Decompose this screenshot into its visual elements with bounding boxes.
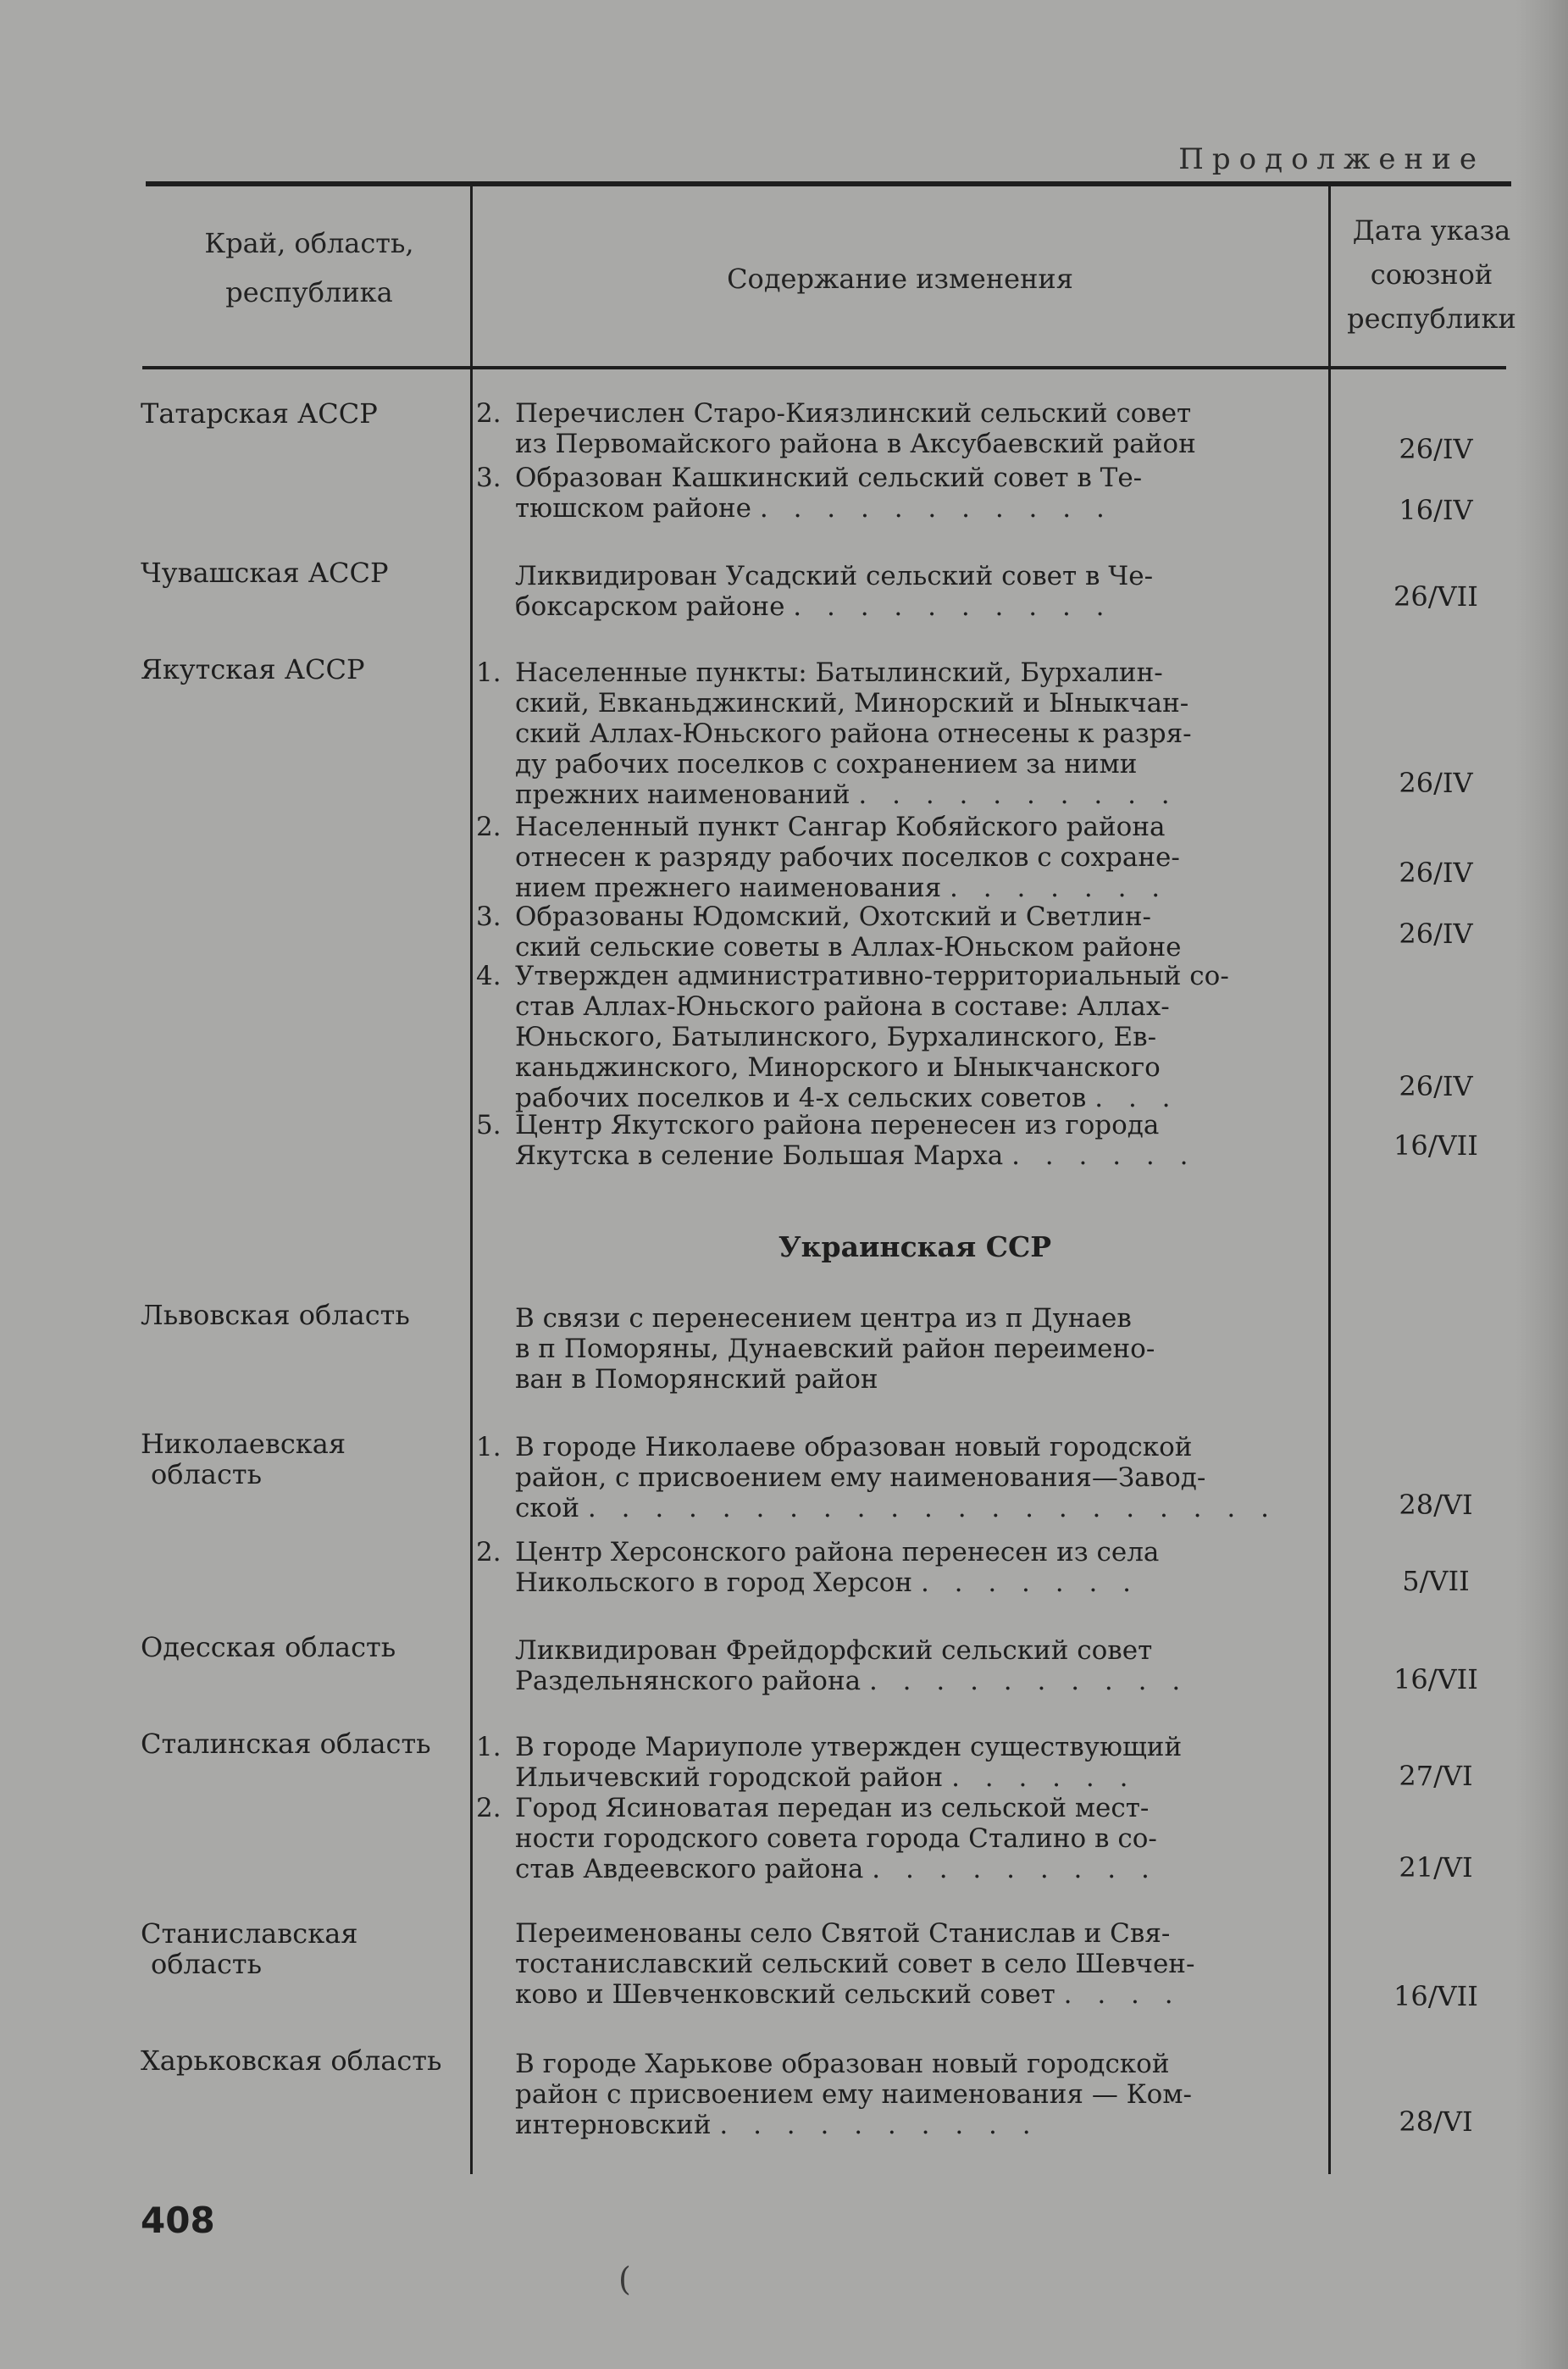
- entry-number: 2.: [476, 1537, 501, 1567]
- header-region-line: Край, область,: [204, 227, 414, 259]
- entry-line: Город Ясиноватая передан из сельской мест-: [515, 1793, 1150, 1823]
- entry-line: Никольского в город Херсон . . . . . . .: [515, 1567, 1140, 1598]
- entry: [515, 1635, 1320, 1696]
- page-edge-shadow: [1516, 0, 1568, 2369]
- region-line: область: [151, 1458, 262, 1490]
- entry-line: Образован Кашкинский сельский совет в Те-: [515, 463, 1143, 493]
- entry-line: Центр Якутского района перенесен из города: [515, 1110, 1160, 1140]
- column-divider-1: [470, 186, 473, 366]
- decree-date: 26/IV: [1399, 433, 1473, 465]
- section-title: Украинская ССР: [778, 1230, 1052, 1263]
- pencil-mark: (: [618, 2261, 631, 2298]
- entry-line: отнесен к разряду рабочих поселков с сохране-: [515, 842, 1180, 873]
- region-line: Станиславская: [141, 1917, 358, 1950]
- entry-line: Ликвидирован Фрейдорфский сельский совет: [515, 1635, 1153, 1666]
- entry-line: Центр Херсонского района перенесен из села: [515, 1537, 1160, 1567]
- decree-date: 28/VI: [1399, 1489, 1473, 1521]
- entry: [515, 1303, 1320, 1395]
- entry-line: Перечислен Старо-Киязлинский сельский совет: [515, 398, 1192, 429]
- table-top-rule: [146, 181, 1511, 186]
- entry-line: в п Поморяны, Дунаевский район переимено-: [515, 1334, 1155, 1364]
- header-date-line: республики: [1347, 302, 1516, 335]
- decree-date: 27/VI: [1399, 1760, 1473, 1792]
- entry-line: Населенный пункт Сангар Кобяйского района: [515, 812, 1166, 842]
- entry-line: ван в Поморянский район: [515, 1364, 878, 1395]
- region-name: [141, 1918, 463, 1979]
- entry-number: 3.: [476, 902, 501, 932]
- entry-line: В городе Мариуполе утвержден существующий: [515, 1732, 1183, 1762]
- entry-line: ский Аллах-Юньского района отнесены к разря-: [515, 718, 1192, 749]
- entry: [515, 2049, 1320, 2140]
- decree-date: 16/VII: [1393, 1129, 1478, 1162]
- entry: [476, 1793, 1320, 1884]
- entry-line: Образованы Юдомский, Охотский и Светлин-: [515, 902, 1152, 932]
- entry-line: ской . . . . . . . . . . . . . . . . . . . . .: [515, 1493, 1277, 1523]
- entry-number: 1.: [476, 1732, 501, 1762]
- header-date: [1332, 208, 1532, 341]
- entry-number: 3.: [476, 463, 501, 493]
- page-number: 408: [141, 2200, 215, 2241]
- entry-line: Населенные пункты: Батылинский, Бурхалин-: [515, 657, 1163, 688]
- decree-date: 26/VII: [1393, 580, 1478, 613]
- decree-date: 16/VII: [1393, 1980, 1478, 2012]
- entry-line: В связи с перенесением центра из п Дунаев: [515, 1303, 1132, 1334]
- entry-line: В городе Николаеве образован новый городской: [515, 1432, 1193, 1462]
- entry-line: Юньского, Батылинского, Бурхалинского, Ев-: [515, 1022, 1157, 1052]
- entry-line: боксарском районе . . . . . . . . . .: [515, 591, 1113, 622]
- entry: [476, 902, 1320, 963]
- entry-line: из Первомайского района в Аксубаевский район: [515, 429, 1196, 459]
- column-divider-2: [1328, 186, 1331, 366]
- entry-line: прежних наименований . . . . . . . . . .: [515, 779, 1178, 810]
- entry-line: ности городского совета города Сталино в со-: [515, 1823, 1157, 1854]
- header-region: [152, 219, 466, 317]
- region-name: Сталинская область: [141, 1728, 431, 1760]
- continued-label: Продолжение: [1178, 142, 1485, 176]
- entry-line: ду рабочих поселков с сохранением за ними: [515, 749, 1138, 779]
- decree-date: 26/IV: [1399, 857, 1473, 889]
- decree-date: 26/IV: [1399, 767, 1473, 799]
- entry-line: ский, Евканьджинский, Минорский и Ыныкчан-: [515, 688, 1189, 718]
- decree-date: 5/VII: [1402, 1565, 1470, 1597]
- entry-line: тюшском районе . . . . . . . . . . .: [515, 493, 1113, 524]
- entry-number: 2.: [476, 812, 501, 842]
- entry-line: нием прежнего наименования . . . . . . .: [515, 873, 1169, 903]
- entry: [476, 657, 1320, 810]
- entry-line: район с присвоением ему наименования — Ком-: [515, 2079, 1192, 2110]
- column-divider-1-body: [470, 369, 473, 2174]
- entry-line: интерновский . . . . . . . . . .: [515, 2110, 1039, 2140]
- header-date-line: союзной: [1370, 258, 1493, 291]
- entry: [515, 561, 1320, 622]
- header-content: Содержание изменения: [727, 263, 1073, 295]
- entry: [515, 1918, 1320, 2010]
- column-divider-2-body: [1328, 369, 1331, 2174]
- entry-number: 2.: [476, 1793, 501, 1823]
- region-name: Якутская АССР: [141, 653, 365, 685]
- entry-line: Ильичевский городской район . . . . . .: [515, 1762, 1137, 1793]
- entry-number: 5.: [476, 1110, 501, 1140]
- entry: [476, 961, 1320, 1113]
- entry-line: Утвержден административно-территориальный со-: [515, 961, 1229, 991]
- region-name: Харьковская область: [141, 2044, 442, 2077]
- table-header-rule: [142, 366, 1506, 369]
- entry-line: став Аллах-Юньского района в составе: Аллах-: [515, 991, 1170, 1022]
- entry: [476, 812, 1320, 903]
- entry-line: Раздельнянского района . . . . . . . . . .: [515, 1666, 1189, 1696]
- entry-line: ский сельские советы в Аллах-Юньском районе: [515, 932, 1182, 963]
- entry: [476, 1110, 1320, 1171]
- entry-line: Ликвидирован Усадский сельский совет в Че-: [515, 561, 1154, 591]
- entry-number: 4.: [476, 961, 501, 991]
- decree-date: 16/VII: [1393, 1663, 1478, 1695]
- entry-line: район, с присвоением ему наименования—Завод-: [515, 1462, 1206, 1493]
- region-name: [141, 1429, 463, 1490]
- decree-date: 16/IV: [1399, 494, 1473, 526]
- entry: [476, 398, 1320, 459]
- region-name: Татарская АССР: [141, 397, 378, 430]
- entry: [476, 1732, 1320, 1793]
- entry-line: каньджинского, Минорского и Ыныкчанского: [515, 1052, 1161, 1083]
- entry-line: став Авдеевского района . . . . . . . . .: [515, 1854, 1158, 1884]
- entry: [476, 1432, 1320, 1523]
- entry-line: Якутска в селение Большая Марха . . . . . .: [515, 1140, 1197, 1171]
- region-name: Одесская область: [141, 1631, 396, 1663]
- entry-number: 1.: [476, 1432, 501, 1462]
- region-name: Чувашская АССР: [141, 557, 389, 589]
- decree-date: 26/IV: [1399, 1070, 1473, 1102]
- entry-line: Переименованы село Святой Станислав и Свя-: [515, 1918, 1171, 1949]
- decree-date: 21/VI: [1399, 1851, 1473, 1884]
- entry-line: тостаниславский сельский совет в село Шевчен-: [515, 1949, 1195, 1979]
- entry-number: 1.: [476, 657, 501, 688]
- decree-date: 28/VI: [1399, 2105, 1473, 2138]
- header-date-line: Дата указа: [1352, 214, 1511, 247]
- entry-line: ково и Шевченковский сельский совет . . . .: [515, 1979, 1182, 2010]
- header-region-line: республика: [225, 276, 393, 308]
- entry-line: рабочих поселков и 4-х сельских советов . . .: [515, 1083, 1179, 1113]
- entry: [476, 463, 1320, 524]
- entry-line: В городе Харькове образован новый городской: [515, 2049, 1170, 2079]
- region-line: область: [151, 1948, 262, 1980]
- entry-number: 2.: [476, 398, 501, 429]
- entry: [476, 1537, 1320, 1598]
- region-line: Николаевская: [141, 1428, 346, 1460]
- region-name: Львовская область: [141, 1299, 410, 1331]
- decree-date: 26/IV: [1399, 918, 1473, 950]
